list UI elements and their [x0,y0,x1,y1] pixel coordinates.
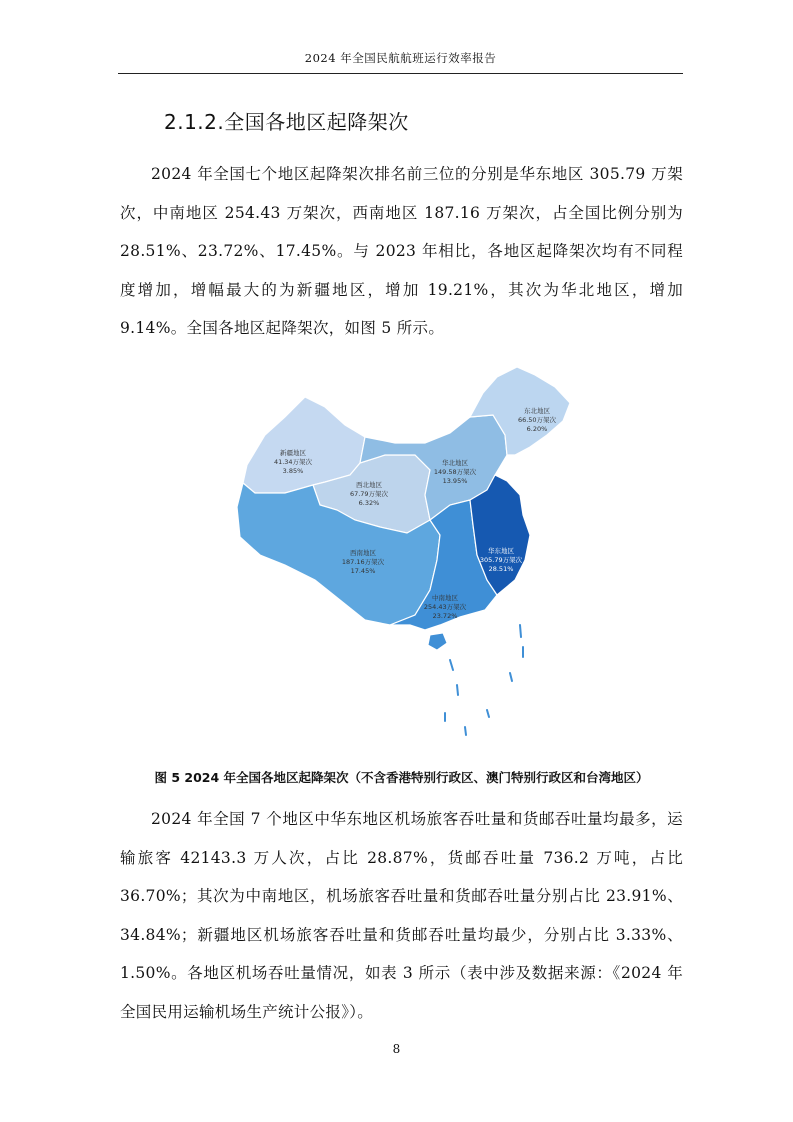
region-label-dongbei-share: 6.20% [526,425,548,433]
region-label-huadong-name: 华东地区 [488,547,514,555]
region-label-huabei-name: 华北地区 [442,459,468,467]
region-label-xinjiang-share: 3.85% [282,467,304,475]
region-label-zhongnan-share: 23.72% [432,612,458,620]
region-label-xibei-share: 6.32% [358,499,380,507]
region-label-xinjiang-flights: 41.34万架次 [273,458,313,466]
header-rule [118,73,683,74]
region-label-huadong-share: 28.51% [488,565,514,573]
region-label-xibei-flights: 67.79万架次 [349,490,389,498]
region-label-huabei-share: 13.95% [442,477,468,485]
region-label-xinan-share: 17.45% [350,567,376,575]
region-label-xibei-name: 西北地区 [356,481,382,489]
region-label-huabei-flights: 149.58万架次 [433,468,477,476]
body-paragraph-2: 2024 年全国 7 个地区中华东地区机场旅客吞吐量和货邮吞吐量均最多，运输旅客 42143.3 万人次，占比 28.87%，货邮吞吐量 736.2 万吨，占比 36.70%；其次为中南地区，机场旅客吞吐量和货邮吞吐量分别占比 23.91%、34.84%；新疆地区机场旅客吞吐量和货邮吞吐量均最少，分别占比 3.33%、1.50%。各地区机场吞吐量情况，如表 3 所示（表中涉及数据来源：《2024 年全国民用运输机场生产统计公报》）。 [120,810,683,1021]
region-label-dongbei-name: 东北地区 [524,407,550,415]
china-region-map [225,355,585,750]
figure-caption: 图 5 2024 年全国各地区起降架次（不含香港特别行政区、澳门特别行政区和台湾地区） [154,770,649,785]
region-label-xinjiang-name: 新疆地区 [280,449,306,457]
region-label-zhongnan-name: 中南地区 [432,594,458,602]
hainan-island [428,633,447,650]
region-label-zhongnan-flights: 254.43万架次 [423,603,467,611]
region-label-huadong-flights: 305.79万架次 [479,556,523,564]
page-number: 8 [392,1042,401,1056]
running-header: 2024 年全国民航航班运行效率报告 [304,51,497,65]
body-paragraph-1: 2024 年全国七个地区起降架次排名前三位的分别是华东地区 305.79 万架次，中南地区 254.43 万架次，西南地区 187.16 万架次，占全国比例分别为 28.51%、23.72%、17.45%。与 2023 年相比，各地区起降架次均有不同程度增加，增幅最大的为新疆地区，增加 19.21%，其次为华北地区，增加 9.14%。全国各地区起降架次，如图 5 所示。 [120,165,683,337]
region-label-xinan-flights: 187.16万架次 [341,558,385,566]
section-heading: 2.1.2.全国各地区起降架次 [164,110,409,134]
region-label-xinan-name: 西南地区 [350,549,376,557]
south-china-sea-islands [445,625,523,735]
region-label-dongbei-flights: 66.50万架次 [517,416,557,424]
